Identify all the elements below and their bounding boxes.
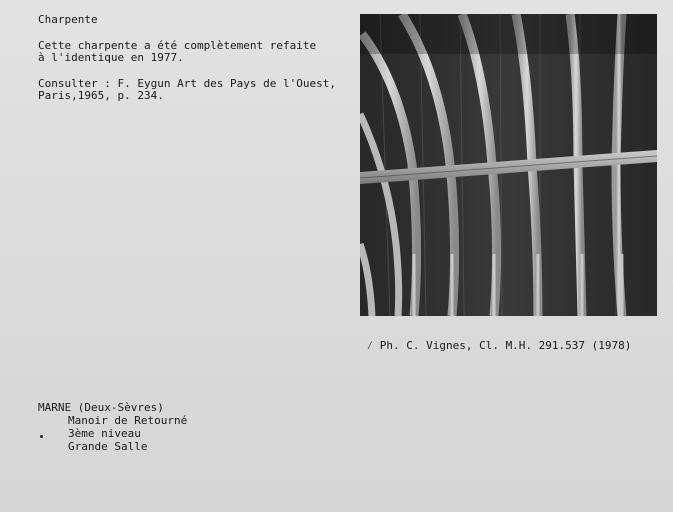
- description-line-2: à l'identique en 1977.: [38, 51, 184, 64]
- card-title: Charpente: [38, 13, 98, 26]
- reference-line-1: Consulter : F. Eygun Art des Pays de l'Ouest,: [38, 77, 337, 90]
- location-building: Manoir de Retourné: [68, 414, 188, 427]
- photo-credit: [340, 328, 631, 364]
- description-line-1: Cette charpente a été complètement refaite: [38, 39, 317, 52]
- photo-credit-text: Ph. C. Vignes, Cl. M.H. 291.537 (1978): [379, 339, 632, 352]
- location-level: 3ème niveau: [68, 427, 141, 440]
- location-department: MARNE (Deux-Sèvres): [38, 401, 164, 414]
- bullet-mark: [40, 435, 43, 438]
- roof-framework-photo: [360, 14, 657, 316]
- reference-line-2: Paris,1965, p. 234.: [38, 89, 164, 102]
- location-room: Grande Salle: [68, 440, 148, 453]
- credit-mark-icon: ⁄: [366, 339, 380, 352]
